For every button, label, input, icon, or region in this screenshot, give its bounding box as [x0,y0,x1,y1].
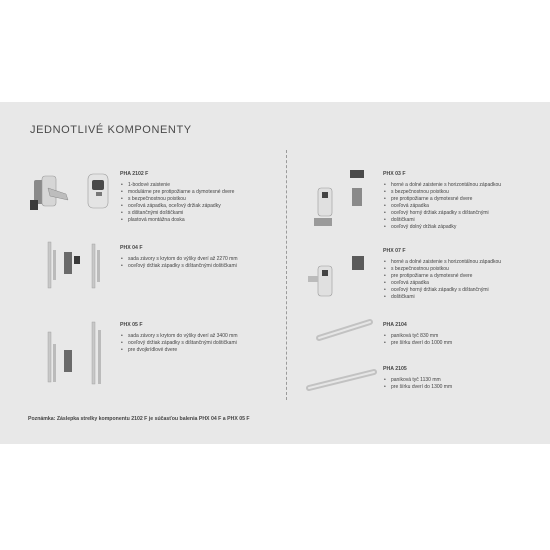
component-code: PHX 05 F [120,322,143,328]
feature-line: • pre protipožiarne a dymotesné dvere [391,273,501,280]
feature-line: • s dištančnými doštičkami [128,210,234,217]
feature-line: • oceľový držiak západky s dištančnými doštičkami [128,263,237,270]
component-phx-04f [120,245,237,270]
component-features [120,182,234,224]
feature-line: • pre protipožiarne a dymotesné dvere [391,196,501,203]
component-code: PHA 2104 [383,322,407,328]
component-phx-05f [120,322,237,354]
feature-line: • pre šírku dverí do 1000 mm [391,340,452,347]
phx-03f-illustration [308,168,372,230]
feature-line: • paniková tyč 1130 mm [391,377,452,384]
footnote: Poznámka: Záslepka strelky komponentu 2102 F je súčasťou balenia PHX 04 F a PHX 05 F [28,416,250,422]
feature-line: • paniková tyč 830 mm [391,333,452,340]
feature-line: • doštičkami [391,217,501,224]
feature-line: • pre šírku dverí do 1300 mm [391,384,452,391]
component-pha-2104 [383,322,452,347]
component-code: PHA 2105 [383,366,407,372]
component-code: PHA 2102 F [120,171,149,177]
feature-line: • s bezpečnostnou poistkou [391,266,501,273]
feature-line: • horné a dolné zaistenie s horizontálnou západkou [391,259,501,266]
feature-line: • oceľová západka [391,203,501,210]
phx-04f-illustration [44,240,114,290]
pha-2102f-illustration [26,170,116,220]
feature-line: • oceľový držiak západky s dištančnými doštičkami [128,340,237,347]
feature-line: • horné a dolné zaistenie s horizontálnou západkou [391,182,501,189]
component-code: PHX 03 F [383,171,406,177]
component-features [383,182,501,231]
feature-line: • s bezpečnostnou poistkou [391,189,501,196]
component-features [383,377,452,391]
feature-line: • pre dvojkrídlové dvere [128,347,237,354]
feature-line: • sada závory s krytom do výšky dverí až 3400 mm [128,333,237,340]
feature-line: • oceľová západka, oceľový držiak západky [128,203,234,210]
component-code: PHX 07 F [383,248,406,254]
feature-line: • s bezpečnostnou poistkou [128,196,234,203]
pha-2104-illustration [316,318,374,342]
phx-07f-illustration [308,254,372,302]
component-features [383,259,501,301]
feature-line: • modulárne pre protipožiarne a dymotesné dvere [128,189,234,196]
feature-line: • 1-bodové zaistenie [128,182,234,189]
feature-line: • oceľový dolný držiak západky [391,224,501,231]
feature-line: • oceľový horný držiak západky s dištančnými [391,210,501,217]
pha-2105-illustration [306,368,378,392]
component-features [120,256,237,270]
feature-line: • oceľový horný držiak západky s dištančnými [391,287,501,294]
feature-line: • sada závory s krytom do výšky dverí až 2270 mm [128,256,237,263]
section-heading: JEDNOTLIVÉ KOMPONENTY [30,124,192,136]
column-divider [286,150,287,400]
feature-line: • oceľová západka [391,280,501,287]
component-features [120,333,237,354]
component-code: PHX 04 F [120,245,143,251]
component-phx-03f [383,171,501,231]
component-pha-2102f [120,171,234,224]
component-phx-07f [383,248,501,301]
component-features [383,333,452,347]
component-pha-2105 [383,366,452,391]
feature-line: • plastová montážna doska [128,217,234,224]
phx-05f-illustration [44,318,114,388]
feature-line: • doštičkami [391,294,501,301]
